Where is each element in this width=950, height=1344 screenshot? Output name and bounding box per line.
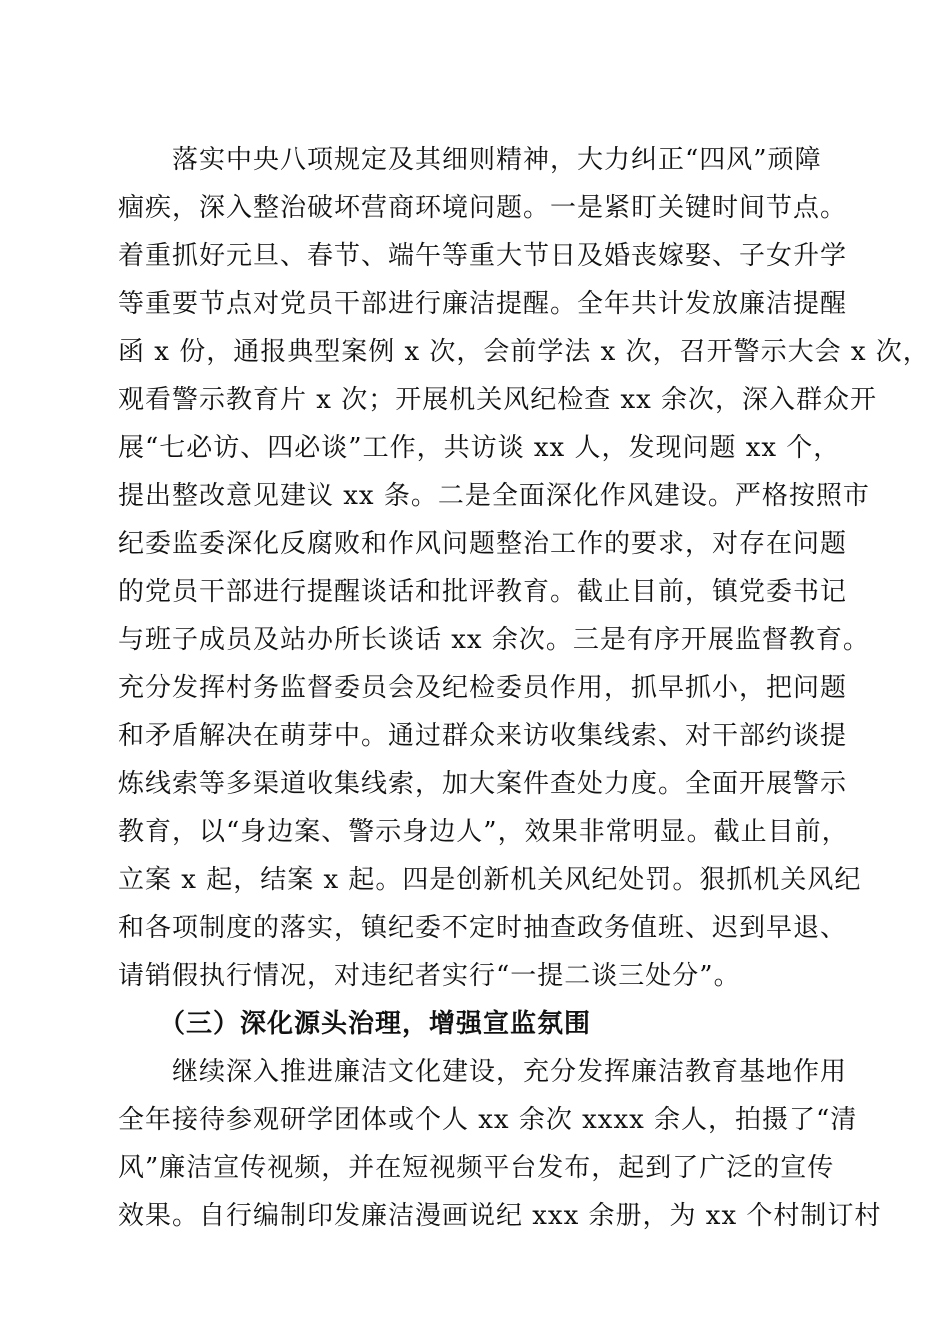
text-line: 继续深入推进廉洁文化建设，充分发挥廉洁教育基地作用	[118, 1057, 848, 1087]
text-line: 的党员干部进行提醒谈话和批评教育。截止目前，镇党委书记	[118, 577, 848, 607]
text-line: 和各项制度的落实，镇纪委不定时抽查政务值班、迟到早退、	[118, 913, 848, 943]
text-line: 炼线索等多渠道收集线索，加大案件查处力度。全面开展警示	[118, 769, 848, 799]
text-line: 风”廉洁宣传视频，并在短视频平台发布，起到了广泛的宣传	[118, 1153, 835, 1183]
text-line: 请销假执行情况，对违纪者实行“一提二谈三处分”。	[118, 961, 741, 991]
text-line: 痼疾，深入整治破坏营商环境问题。一是紧盯关键时间节点。	[118, 193, 848, 223]
text-line: 观看警示教育片 x 次；开展机关风纪检查 xx 余次，深入群众开	[118, 385, 878, 415]
text-line: 函 x 份，通报典型案例 x 次，会前学法 x 次，召开警示大会 x 次，	[118, 337, 930, 367]
text-line: 纪委监委深化反腐败和作风问题整治工作的要求，对存在问题	[118, 529, 848, 559]
text-line: 落实中央八项规定及其细则精神，大力纠正“四风”顽障	[118, 145, 822, 175]
text-line: 全年接待参观研学团体或个人 xx 余次 xxxx 余人，拍摄了“清	[118, 1105, 858, 1135]
text-line: 教育，以“身边案、警示身边人”，效果非常明显。截止目前，	[118, 817, 849, 847]
text-line: 展“七必访、四必谈”工作，共访谈 xx 人，发现问题 xx 个，	[118, 433, 841, 463]
text-line: 和矛盾解决在萌芽中。通过群众来访收集线索、对干部约谈提	[118, 721, 848, 751]
text-line: 提出整改意见建议 xx 条。二是全面深化作风建设。严格按照市	[118, 481, 870, 511]
text-line: 等重要节点对党员干部进行廉洁提醒。全年共计发放廉洁提醒	[118, 289, 848, 319]
text-line: 着重抓好元旦、春节、端午等重大节日及婚丧嫁娶、子女升学	[118, 241, 848, 271]
text-line: 效果。自行编制印发廉洁漫画说纪 xxx 余册，为 xx 个村制订村	[118, 1201, 882, 1231]
text-line: 与班子成员及站办所长谈话 xx 余次。三是有序开展监督教育。	[118, 625, 870, 655]
text-line: 立案 x 起，结案 x 起。四是创新机关风纪处罚。狠抓机关风纪	[118, 865, 862, 895]
text-line: 充分发挥村务监督委员会及纪检委员作用，抓早抓小，把问题	[118, 673, 848, 703]
section-heading: （三）深化源头治理，增强宣监氛围	[118, 1009, 592, 1039]
